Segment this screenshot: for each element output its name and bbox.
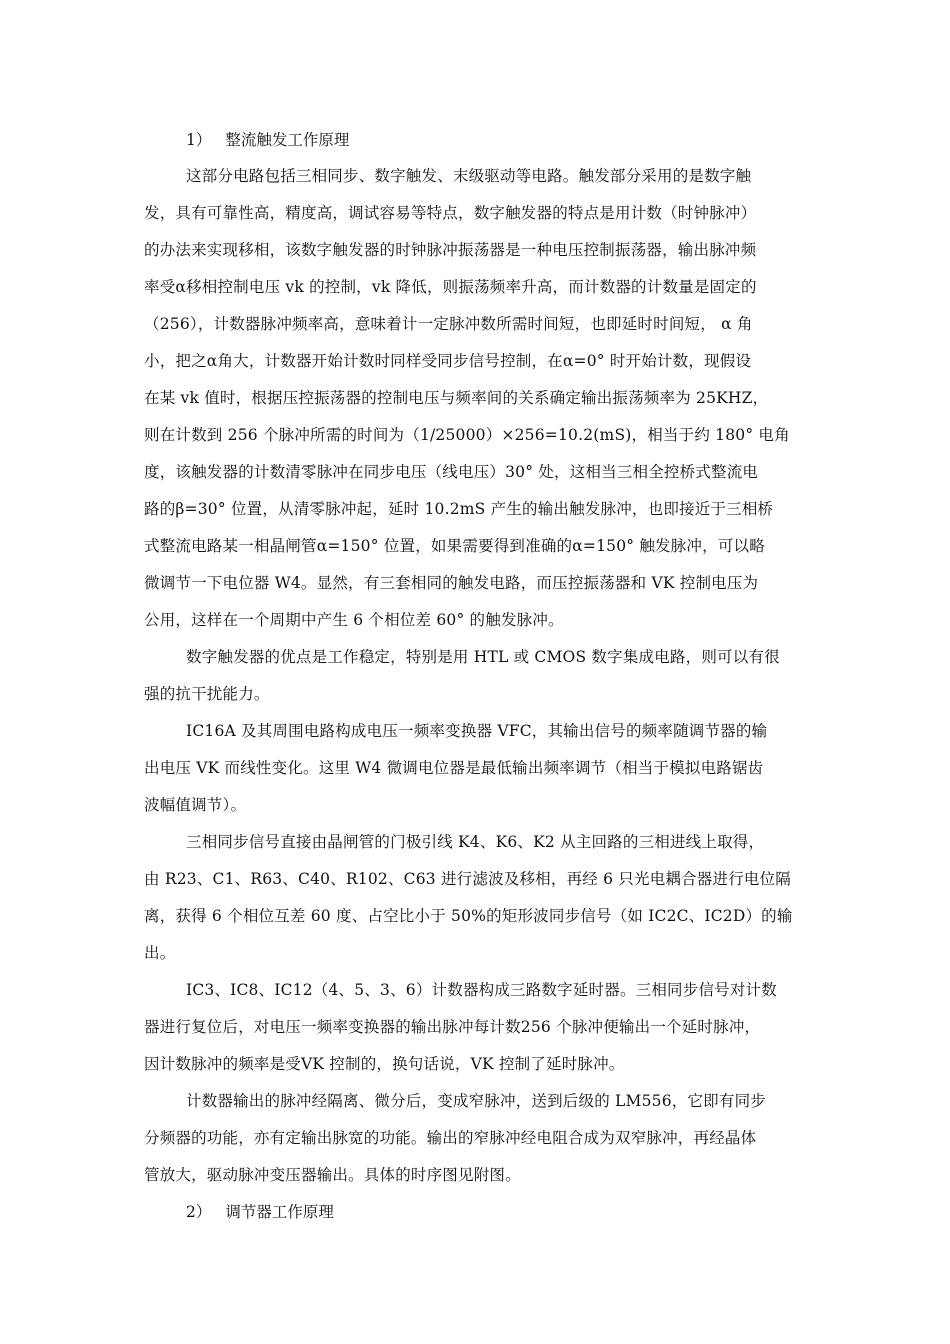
paragraph-digital-trigger-advantages xyxy=(144,639,808,713)
section-number: 2） xyxy=(186,1203,212,1221)
document-page xyxy=(144,122,808,1230)
text-line: 出电压 VK 而线性变化。这里 W4 微调电位器是最低输出频率调节（相当于模拟电路锯齿 xyxy=(144,759,764,777)
text-line: 因计数脉冲的频率是受VK 控制的，换句话说，VK 控制了延时脉冲。 xyxy=(144,1055,625,1073)
text-line: 波幅值调节）。 xyxy=(144,796,247,814)
text-line: 数字触发器的优点是工作稳定，特别是用 HTL 或 CMOS 数字集成电路，则可以有很 xyxy=(186,648,780,666)
text-line: 这部分电路包括三相同步、数字触发、末级驱动等电路。触发部分采用的是数字触 xyxy=(186,167,752,185)
section-heading-2 xyxy=(144,1194,808,1230)
section-title: 调节器工作原理 xyxy=(225,1203,334,1221)
paragraph-pulse-output xyxy=(144,1083,808,1194)
text-line: 在某 vk 值时，根据压控振荡器的控制电压与频率间的关系确定输出振荡频率为 25KHZ， xyxy=(144,389,769,407)
text-line: 的办法来实现移相，该数字触发器的时钟脉冲振荡器是一种电压控制振荡器，输出脉冲频 xyxy=(144,241,757,259)
text-line: （256），计数器脉冲频率高，意味着计一定脉冲数所需时间短，也即延时时间短， α 角 xyxy=(144,315,753,333)
text-line: 三相同步信号直接由晶闸管的门极引线 K4、K6、K2 从主回路的三相进线上取得， xyxy=(186,833,765,851)
section-heading-1 xyxy=(144,122,808,158)
paragraph-sync-signal xyxy=(144,824,808,972)
text-line: 器进行复位后，对电压一频率变换器的输出脉冲每计数256 个脉冲便输出一个延时脉冲， xyxy=(144,1018,761,1036)
text-line: 出。 xyxy=(144,944,176,962)
text-line: IC3、IC8、IC12（4、5、3、6）计数器构成三路数字延时器。三相同步信号对计数 xyxy=(186,981,777,999)
text-line: 公用，这样在一个周期中产生 6 个相位差 60° 的触发脉冲。 xyxy=(144,611,564,629)
section-title: 整流触发工作原理 xyxy=(225,131,350,149)
text-line: 率受α移相控制电压 vk 的控制，vk 降低，则振荡频率升高，而计数器的计数量是固定的 xyxy=(144,278,757,296)
text-line: 强的抗干扰能力。 xyxy=(144,685,270,703)
text-line: 由 R23、C1、R63、C40、R102、C63 进行滤波及移相，再经 6 只光电耦合器进行电位隔 xyxy=(144,870,792,888)
text-line: 计数器输出的脉冲经隔离、微分后，变成窄脉冲，送到后级的 LM556，它即有同步 xyxy=(186,1092,766,1110)
text-line: IC16A 及其周围电路构成电压一频率变换器 VFC，其输出信号的频率随调节器的输 xyxy=(186,722,768,740)
text-line: 离，获得 6 个相位互差 60 度、占空比小于 50%的矩形波同步信号（如 IC2C、IC2D）的输 xyxy=(144,907,793,925)
text-line: 式整流电路某一相晶闸管α=150° 位置，如果需要得到准确的α=150° 触发脉冲，可以略 xyxy=(144,537,765,555)
text-line: 微调节一下电位器 W4。显然，有三套相同的触发电路，而压控振荡器和 VK 控制电压为 xyxy=(144,574,759,592)
paragraph-trigger-principle xyxy=(144,158,808,639)
text-line: 度，该触发器的计数清零脉冲在同步电压（线电压）30° 处，这相当三相全控桥式整流电 xyxy=(144,463,759,481)
text-line: 路的β=30° 位置，从清零脉冲起，延时 10.2mS 产生的输出触发脉冲，也即接近于三相桥 xyxy=(144,500,774,518)
text-line: 则在计数到 256 个脉冲所需的时间为（1/25000）×256=10.2(mS)，相当于约 180° 电角 xyxy=(144,426,790,444)
text-line: 管放大，驱动脉冲变压器输出。具体的时序图见附图。 xyxy=(144,1166,521,1184)
text-line: 发，具有可靠性高，精度高，调试容易等特点，数字触发器的特点是用计数（时钟脉冲） xyxy=(144,204,757,222)
paragraph-vfc xyxy=(144,713,808,824)
text-line: 分频器的功能，亦有定输出脉宽的功能。输出的窄脉冲经电阻合成为双窄脉冲，再经晶体 xyxy=(144,1129,757,1147)
text-line: 小，把之α角大，计数器开始计数时同样受同步信号控制，在α=0° 时开始计数，现假设 xyxy=(144,352,752,370)
paragraph-counters xyxy=(144,972,808,1083)
section-number: 1） xyxy=(186,131,212,149)
